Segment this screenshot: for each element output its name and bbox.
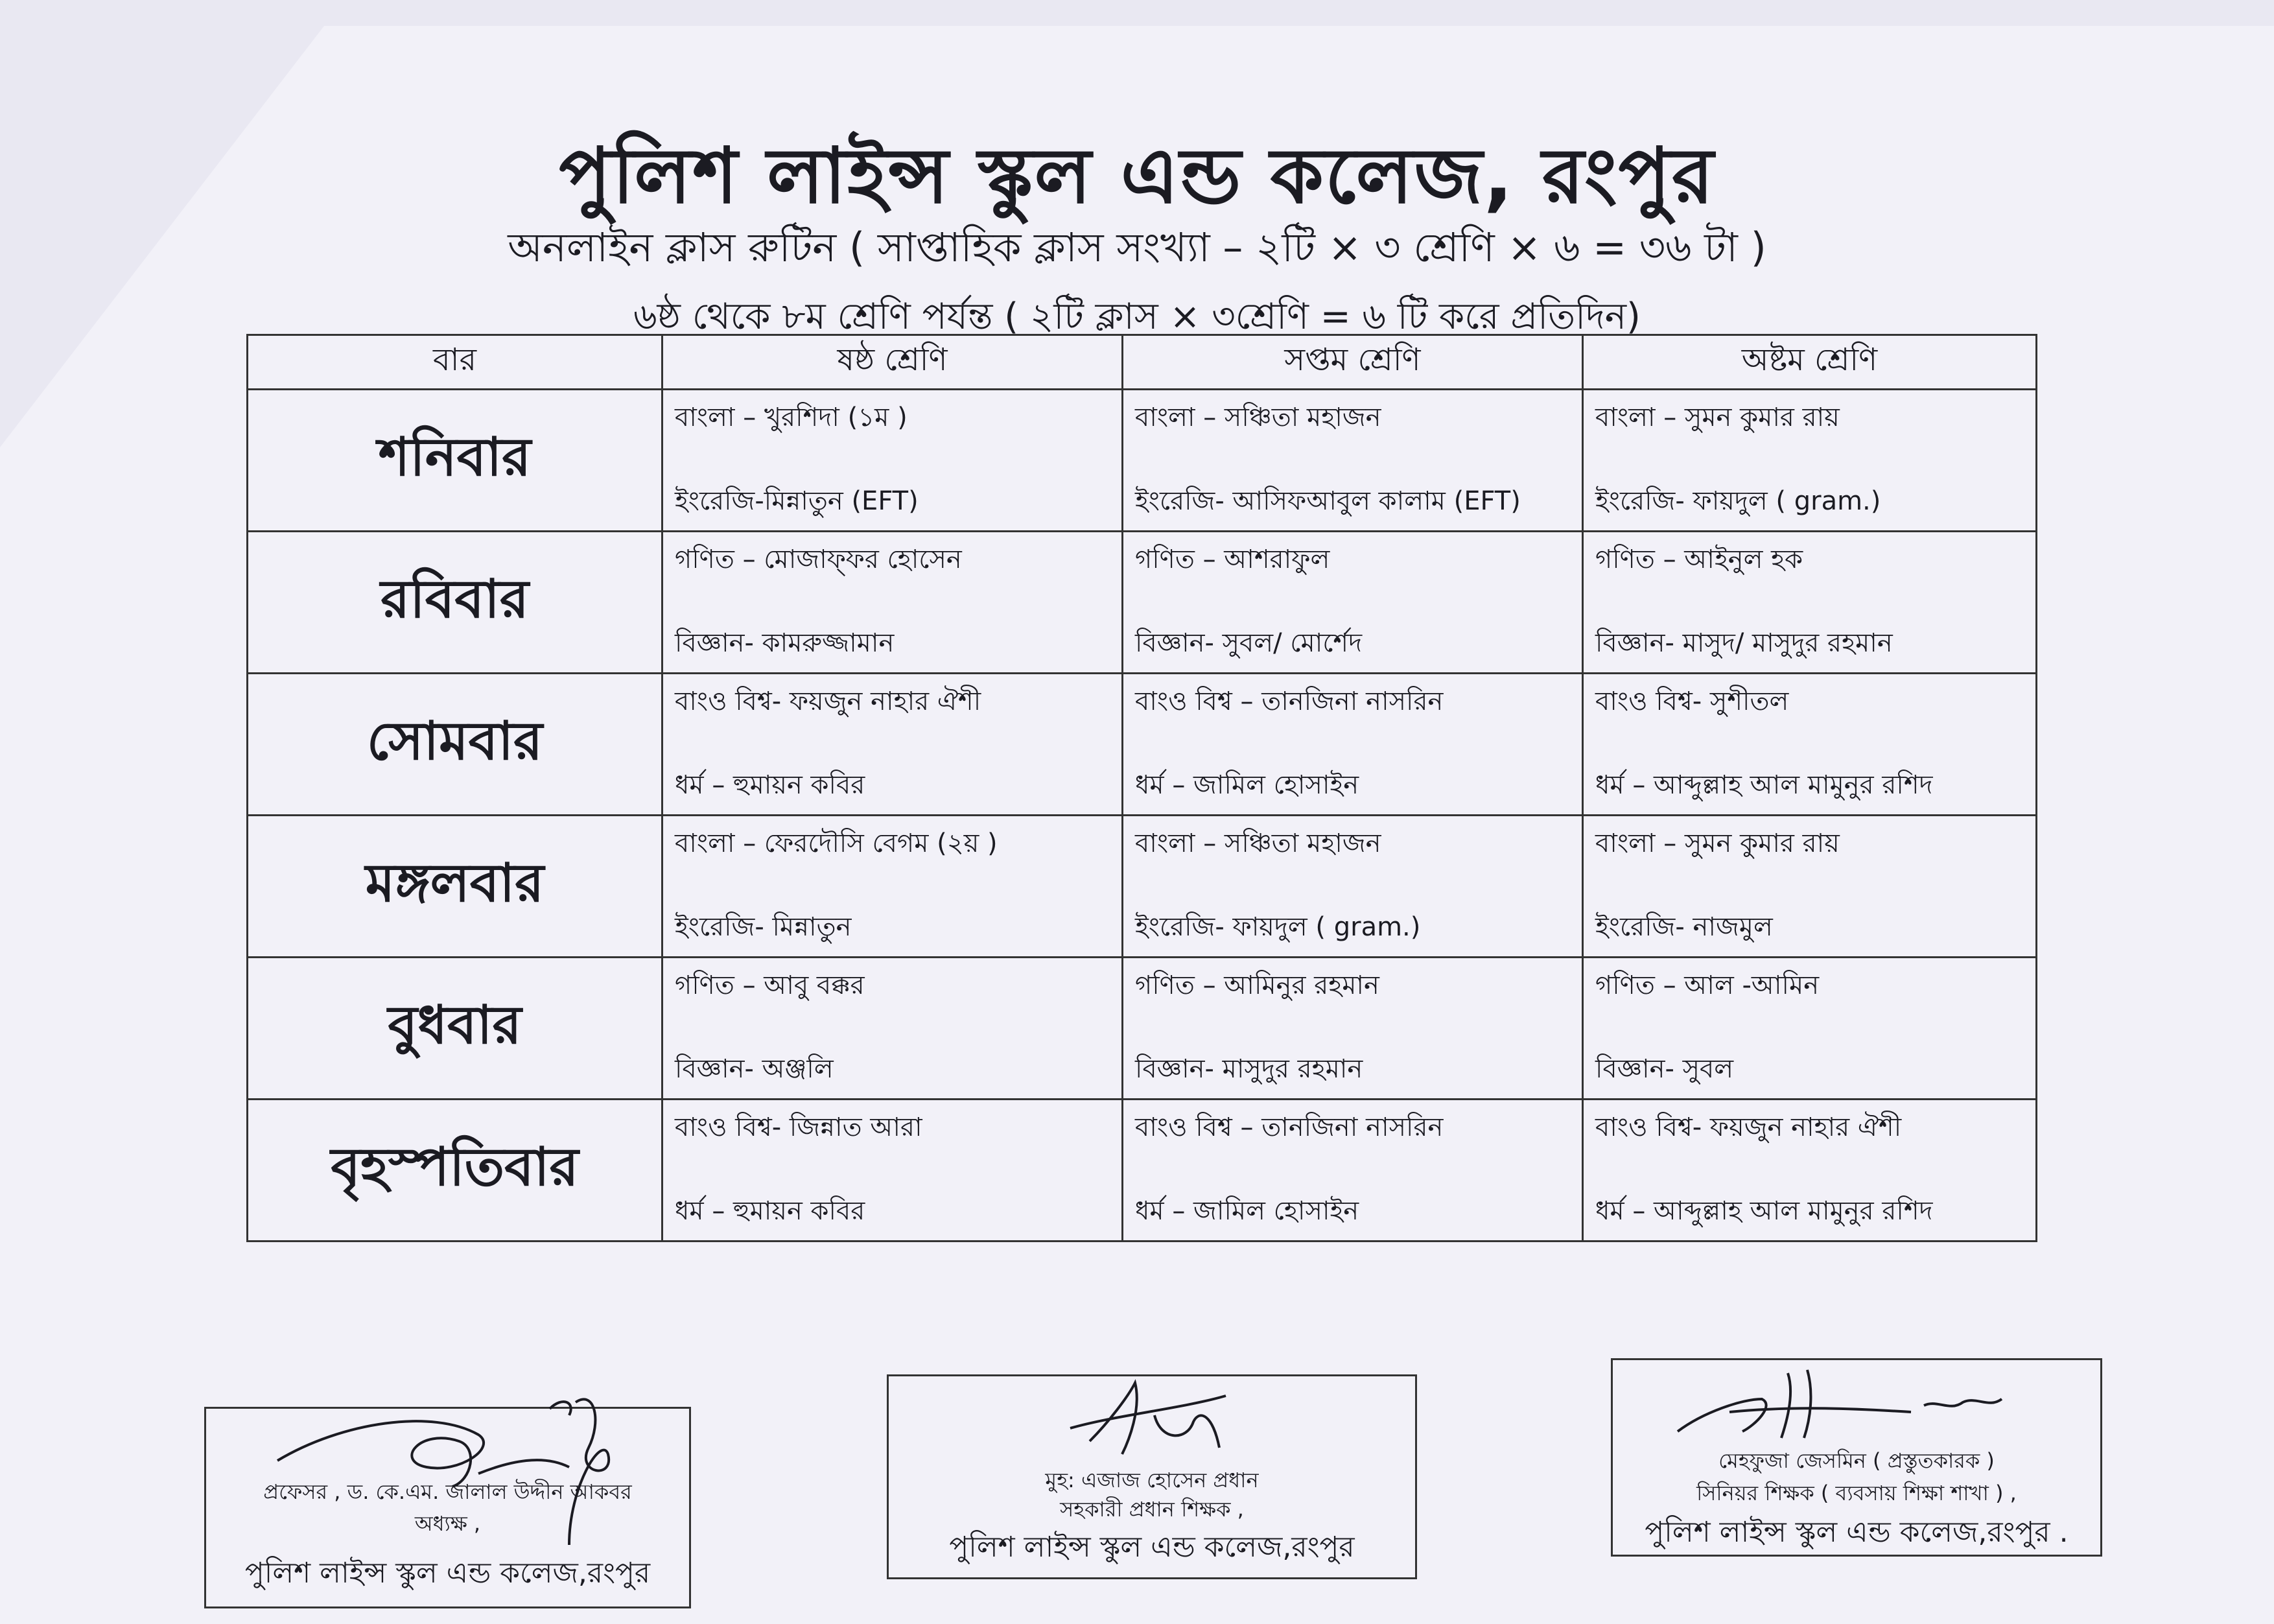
routine-cell: [1123, 958, 1583, 1100]
period-2: ইংরেজি- ফায়দুল ( gram.): [1595, 486, 1881, 516]
routine-cell: [1123, 532, 1583, 674]
day-cell: শনিবার: [248, 390, 662, 532]
table-header-row: [248, 335, 2037, 390]
period-1: বাংও বিশ্ব- সুশীতল: [1595, 687, 1789, 716]
period-2: ইংরেজি- ফায়দুল ( gram.): [1135, 912, 1421, 942]
period-1: গণিত – আমিনুর রহমান: [1135, 971, 1379, 1000]
period-2: বিজ্ঞান- অঞ্জলি: [675, 1054, 834, 1084]
signature-block-principal: [204, 1407, 691, 1608]
signature-block-preparer: [1611, 1358, 2102, 1557]
routine-cell: [1583, 532, 2037, 674]
routine-cell: [1583, 958, 2037, 1100]
table-row: [248, 674, 2037, 816]
period-1: বাংও বিশ্ব- জিন্নাত আরা: [675, 1112, 922, 1142]
routine-cell: [1123, 816, 1583, 958]
handwritten-signature-icon: [1064, 1370, 1258, 1467]
routine-cell: [662, 958, 1123, 1100]
header-class-7: সপ্তম শ্রেণি: [1123, 335, 1583, 390]
header-day: বার: [248, 335, 662, 390]
period-2: ইংরেজি- নাজমুল: [1595, 912, 1773, 942]
handwritten-signature-icon: [1665, 1360, 2028, 1451]
signatory-institution: পুলিশ লাইন্স স্কুল এন্ড কলেজ,রংপুর .: [1645, 1516, 2069, 1549]
table-row: [248, 958, 2037, 1100]
signatory-role: সহকারী প্রধান শিক্ষক ,: [1060, 1497, 1244, 1522]
period-2: ইংরেজি-মিন্নাতুন (EFT): [675, 486, 919, 516]
period-2: ইংরেজি- মিন্নাতুন: [675, 912, 852, 942]
routine-cell: [662, 532, 1123, 674]
period-2: বিজ্ঞান- সুবল: [1595, 1054, 1734, 1084]
period-1: গণিত – আইনুল হক: [1595, 545, 1803, 574]
routine-cell: [662, 390, 1123, 532]
period-1: গণিত – আল -আমিন: [1595, 971, 1820, 1000]
period-1: বাংও বিশ্ব- ফয়জুন নাহার ঐশী: [1595, 1112, 1902, 1142]
period-2: ধর্ম – জামিল হোসাইন: [1135, 1196, 1359, 1226]
routine-cell: [1583, 390, 2037, 532]
signatory-role: অধ্যক্ষ ,: [414, 1511, 481, 1536]
document-title: পুলিশ লাইন্স স্কুল এন্ড কলেজ, রংপুর: [559, 131, 1715, 220]
day-cell: বৃহস্পতিবার: [248, 1100, 662, 1242]
signatory-institution: পুলিশ লাইন্স স্কুল এন্ড কলেজ,রংপুর: [244, 1557, 651, 1590]
period-2: বিজ্ঞান- সুবল/ মোর্শেদ: [1135, 628, 1363, 658]
day-cell: মঙ্গলবার: [248, 816, 662, 958]
period-2: ইংরেজি- আসিফআবুল কালাম (EFT): [1135, 486, 1521, 516]
signatory-name: প্রফেসর , ড. কে.এম. জালাল উদ্দীন আকবর: [263, 1479, 632, 1504]
document-subtitle: অনলাইন ক্লাস রুটিন ( সাপ্তাহিক ক্লাস সংখ্যা – ২টি × ৩ শ্রেণি × ৬ = ৩৬ টা ): [508, 224, 1766, 271]
period-1: বাংলা – ফেরদৌসি বেগম (২য় ): [675, 829, 998, 858]
routine-cell: [1583, 816, 2037, 958]
period-1: বাংলা – সুমন কুমার রায়: [1595, 403, 1840, 432]
header-class-6: ষষ্ঠ শ্রেণি: [662, 335, 1123, 390]
table-row: [248, 532, 2037, 674]
table-row: [248, 390, 2037, 532]
signatory-institution: পুলিশ লাইন্স স্কুল এন্ড কলেজ,রংপুর: [949, 1531, 1355, 1564]
period-1: বাংও বিশ্ব – তানজিনা নাসরিন: [1135, 1112, 1444, 1142]
period-2: ধর্ম – হুমায়ন কবির: [675, 1196, 865, 1226]
routine-cell: [1123, 674, 1583, 816]
table-row: [248, 1100, 2037, 1242]
routine-cell: [662, 816, 1123, 958]
period-2: ধর্ম – জামিল হোসাইন: [1135, 770, 1359, 800]
period-1: বাংলা – খুরশিদা (১ম ): [675, 403, 908, 432]
class-routine-table: [246, 334, 2037, 1242]
day-cell: রবিবার: [248, 532, 662, 674]
routine-cell: [662, 1100, 1123, 1242]
period-1: গণিত – মোজাফ্ফর হোসেন: [675, 545, 962, 574]
period-2: বিজ্ঞান- মাসুদ/ মাসুদুর রহমান: [1595, 628, 1893, 658]
day-cell: বুধবার: [248, 958, 662, 1100]
document-subtitle-range: ৬ষ্ঠ থেকে ৮ম শ্রেণি পর্যন্ত ( ২টি ক্লাস × ৩শ্রেণি = ৬ টি করে প্রতিদিন): [633, 296, 1641, 338]
period-2: বিজ্ঞান- মাসুদুর রহমান: [1135, 1054, 1363, 1084]
period-2: ধর্ম – আব্দুল্লাহ আল মামুনুর রশিদ: [1595, 1196, 1933, 1226]
period-1: বাংলা – সঞ্চিতা মহাজন: [1135, 403, 1381, 432]
signatory-name: মেহফুজা জেসমিন ( প্রস্তুতকারক ): [1718, 1448, 1995, 1473]
routine-cell: [1583, 1100, 2037, 1242]
period-1: বাংলা – সঞ্চিতা মহাজন: [1135, 829, 1381, 858]
routine-cell: [1123, 1100, 1583, 1242]
table-row: [248, 816, 2037, 958]
routine-cell: [662, 674, 1123, 816]
signature-block-assistant-head: [887, 1374, 1417, 1579]
signatory-role: সিনিয়র শিক্ষক ( ব্যবসায় শিক্ষা শাখা ) ,: [1696, 1481, 2017, 1505]
period-1: বাংও বিশ্ব- ফয়জুন নাহার ঐশী: [675, 687, 981, 716]
routine-cell: [1583, 674, 2037, 816]
day-cell: সোমবার: [248, 674, 662, 816]
period-1: বাংও বিশ্ব – তানজিনা নাসরিন: [1135, 687, 1444, 716]
period-1: বাংলা – সুমন কুমার রায়: [1595, 829, 1840, 858]
header-class-8: অষ্টম শ্রেণি: [1583, 335, 2037, 390]
period-1: গণিত – আবু বক্কর: [675, 971, 865, 1000]
period-2: ধর্ম – হুমায়ন কবির: [675, 770, 865, 800]
period-2: ধর্ম – আব্দুল্লাহ আল মামুনুর রশিদ: [1595, 770, 1933, 800]
period-1: গণিত – আশরাফুল: [1135, 545, 1330, 574]
period-2: বিজ্ঞান- কামরুজ্জামান: [675, 628, 895, 658]
signatory-name: মুহ: এজাজ হোসেন প্রধান: [1045, 1468, 1259, 1492]
routine-cell: [1123, 390, 1583, 532]
